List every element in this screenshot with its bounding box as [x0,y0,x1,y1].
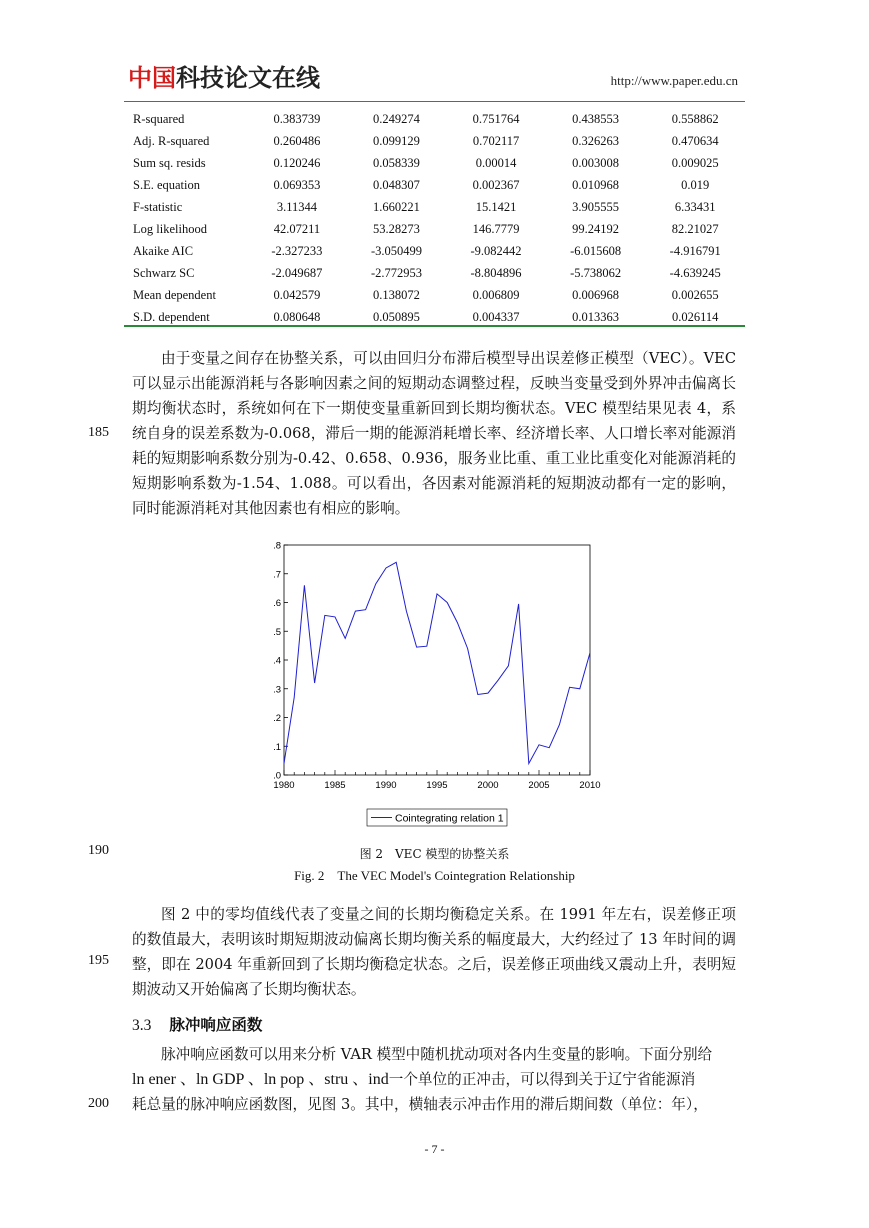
table-cell: 82.21027 [671,221,719,236]
paragraph-vec-model: 由于变量之间存在协整关系，可以由回归分布滞后模型导出误差修正模型（VEC）。VEC 可以显示出能源消耗与各影响因素之间的短期动态调整过程，反映当变量受到外界冲击偏离长期均衡状态时，系统如何在下一期使变量重新回到长期均衡状态。VEC 模型结果见表 4，系统自身的误差系数为-0.068，滞后一期的能源消耗增长率、经济增长率、人口增长率对能源消耗的短期影响系数分别为-0.42、0.658、0.936，服务业比重、重工业比重变化对能源消耗的短期影响系数为-1.54、1.088。可以看出，各因素对能源消耗的短期波动都有一定的影响，同时能源消耗对其他因素也有相应的影响。 [132,350,736,517]
y-tick-label: .7 [273,569,281,581]
table-cell: 0.042579 [273,287,321,302]
x-tick-label: 1980 [273,780,295,791]
table-cell: 0.002367 [472,177,520,192]
x-tick-label: 1985 [324,780,346,791]
row-label: S.E. equation [133,177,201,192]
table-cell: 99.24192 [572,221,620,236]
figure-caption-en: Fig. 2 The VEC Model's Cointegration Relationship [294,868,575,883]
table-cell: -4.639245 [669,265,721,280]
journal-logo: 中国科技论文在线 [128,64,320,92]
x-tick-label: 2005 [528,780,550,791]
table-row [124,240,745,262]
table-cell: 0.050895 [373,309,420,324]
table-cell: 0.249274 [373,111,420,126]
table-row [124,196,745,218]
row-label: Mean dependent [133,287,216,302]
table-cell: 0.138072 [373,287,420,302]
table-cell: 0.003008 [572,155,620,170]
table-cell: 6.33431 [674,199,716,214]
y-tick-label: .8 [273,540,281,552]
row-label: Akaike AIC [133,243,194,258]
y-tick-label: .3 [273,684,281,696]
legend-label: Cointegrating relation 1 [395,812,504,825]
table-cell: 0.010968 [572,177,620,192]
table-cell: 0.069353 [273,177,321,192]
table-cell: 0.058339 [373,155,420,170]
table-cell: 0.004337 [472,309,520,324]
regression-stats-table [124,108,745,328]
table-cell: 3.905555 [572,199,620,214]
table-cell: 0.006968 [572,287,620,302]
table-row [124,262,745,284]
table-cell: 0.013363 [572,309,620,324]
table-cell: 0.438553 [572,111,620,126]
table-row [124,152,745,174]
table-cell: 0.080648 [273,309,321,324]
table-cell: 15.1421 [475,199,517,214]
table-cell: -6.015608 [570,243,622,258]
header-divider [124,101,745,102]
row-label: Schwarz SC [133,265,195,280]
table-cell: 0.120246 [273,155,321,170]
figure-caption-cn: 图 2 VEC 模型的协整关系 [359,847,510,861]
row-label: Log likelihood [133,221,207,236]
table-row [124,284,745,306]
table-cell: 0.260486 [273,133,321,148]
table-cell: 0.326263 [572,133,620,148]
table-cell: -2.772953 [370,265,422,280]
paragraph-figure-interpretation: 图 2 中的零均值线代表了变量之间的长期均衡稳定关系。在 1991 年左右，误差修正项的数值最大，表明该时期短期波动偏离长期均衡关系的幅度最大，大约经过了 13 年时间的调整，即在 2004 年重新回到了长期均衡稳定状态。之后，误差修正项曲线又震动上升，表明短期波动又开始偏离了长期均衡状态。 [132,906,736,998]
table-cell: 0.048307 [373,177,420,192]
y-tick-label: .6 [273,598,281,609]
row-label: R-squared [133,111,185,126]
table-cell: 0.099129 [373,133,420,148]
table-row [124,130,745,152]
row-label: F-statistic [133,199,183,214]
y-tick-label: .4 [273,655,281,667]
row-label: Adj. R-squared [133,133,210,148]
section-heading-3-3: 3.3 脉冲响应函数 [132,1016,263,1034]
table-cell: 0.751764 [472,111,520,126]
math-variables: ln ener 、ln GDP 、ln pop 、stru 、ind [132,1071,389,1088]
y-tick-label: .2 [273,713,281,724]
table-cell: 0.558862 [671,111,719,126]
chart-legend [367,809,507,826]
table-row [124,108,745,130]
table-cell: 0.00014 [475,155,517,170]
table-cell: 0.009025 [671,155,719,170]
table-cell: -5.738062 [570,265,622,280]
table-cell: -9.082442 [470,243,522,258]
table-cell: 0.002655 [671,287,719,302]
table-bottom-rule [124,325,745,327]
y-tick-label: .0 [273,770,281,782]
table-row [124,174,745,196]
page-number: - 7 - [424,1142,445,1156]
x-tick-label: 2010 [579,780,601,791]
table-cell: -4.916791 [669,243,721,258]
x-tick-label: 1990 [375,780,397,791]
table-cell: -2.049687 [271,265,323,280]
plot-frame [284,545,590,775]
table-cell: 0.026114 [671,309,719,324]
line-number-190: 190 [88,843,109,858]
table-row [124,218,745,240]
header-url[interactable]: http://www.paper.edu.cn [610,73,738,88]
x-tick-label: 1995 [426,780,448,791]
y-tick-label: .5 [273,626,281,638]
paragraph-impulse-response: 脉冲响应函数可以用来分析 VAR 模型中随机扰动项对各内生变量的影响。下面分别给 ln ener 、ln GDP 、ln pop 、stru 、ind一个单位的正冲击，可以得到关于辽宁省能源消 耗总量的脉冲响应函数图，见图 3。其中，横轴表示冲击作用的滞后期间数（单位：年）， [132,1046,713,1113]
table-cell: 42.07211 [273,221,321,236]
line-number-195: 195 [88,953,109,968]
table-cell: 0.470634 [671,133,719,148]
line-number-200: 200 [88,1096,109,1111]
table-cell: 146.7779 [472,221,520,236]
table-cell: -3.050499 [370,243,422,258]
y-tick-label: .1 [273,741,281,753]
table-cell: 53.28273 [373,221,420,236]
table-cell: -8.804896 [470,265,522,280]
row-label: Sum sq. resids [133,155,206,170]
cointegration-chart [258,535,601,835]
table-cell: 0.019 [681,177,710,192]
line-number-185: 185 [88,425,109,440]
table-cell: 0.006809 [472,287,520,302]
table-cell: 0.702117 [472,133,520,148]
x-tick-label: 2000 [477,780,499,791]
table-cell: -2.327233 [271,243,323,258]
table-cell: 1.660221 [373,199,420,214]
row-label: S.D. dependent [133,309,210,324]
table-cell: 3.11344 [276,199,317,214]
table-cell: 0.383739 [273,111,321,126]
